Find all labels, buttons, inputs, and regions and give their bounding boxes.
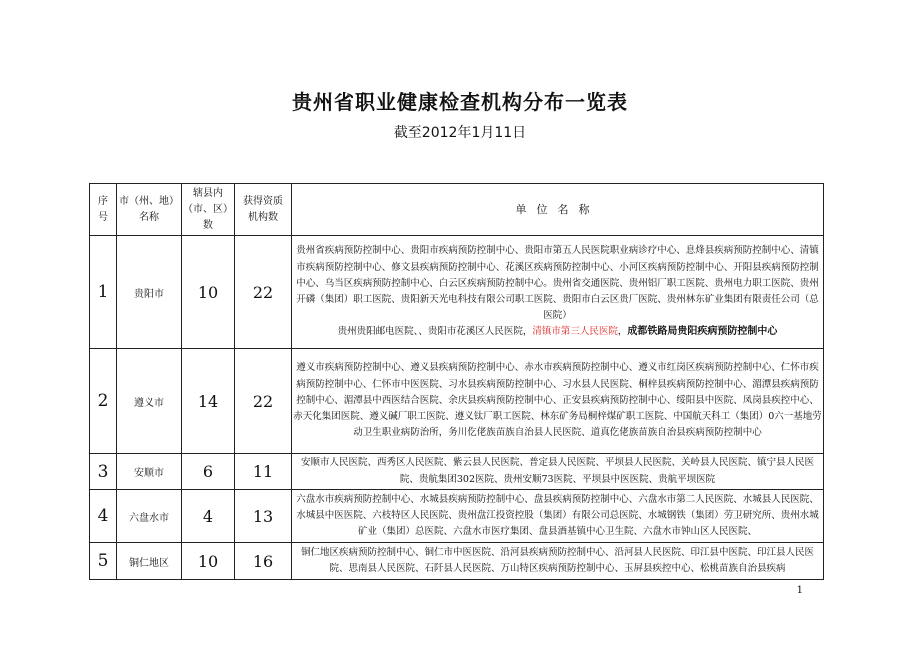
units-tail-bold: 成都铁路局贵阳疾病预防控制中心 [627,326,778,338]
row-seq: 2 [90,349,117,454]
table-row [90,349,824,454]
header-counties: 辖县内 （市、区） 数 [182,184,235,236]
table-row [90,490,824,543]
row-seq: 5 [90,543,117,580]
table-row [90,236,824,349]
row-city: 安顺市 [117,454,182,490]
row-city: 六盘水市 [117,490,182,543]
table-row [90,543,824,580]
header-row [90,184,824,236]
row-qualified: 22 [235,349,292,454]
units-tail-sep: ， [617,326,628,338]
row-city: 遵义市 [117,349,182,454]
row-seq: 4 [90,490,117,543]
row-qualified: 11 [235,454,292,490]
row-seq: 1 [90,236,117,349]
row-qualified: 22 [235,236,292,349]
header-units: 单位名称 [292,184,824,236]
row-city: 贵阳市 [117,236,182,349]
table-row [90,454,824,490]
units-text: 贵州省疾病预防控制中心、贵阳市疾病预防控制中心、贵阳市第五人民医院职业病诊疗中心、息烽县疾病预防控制中心、清镇市疾病预防控制中心、修文县疾病预防控制中心、花溪区疾病预防控制中心、小河区疾病预防控制中心、开阳县疾病预防控制中心、乌当区疾病预防控制中心、白云区疾病预防控制中心。贵州省交通医院、贵州铝厂职工医院、贵州电力职工医院、贵州开磷（集团）职工医院、贵阳新天光电科技有限公司职工医院、贵阳市白云区贵厂医院、贵州林东矿业集团有限责任公司（总医院） [296,245,819,322]
row-units [292,236,824,349]
institution-table [89,183,824,580]
header-city: 市（州、地） 名称 [117,184,182,236]
header-seq: 序 号 [90,184,117,236]
row-units: 安顺市人民医院、西秀区人民医院、紫云县人民医院、普定县人民医院、平坝县人民医院、关岭县人民医院、镇宁县人民医院、贵航集团302医院、贵州安顺73医院、平坝县中医医院、贵航平坝医院 [292,454,824,490]
row-qualified: 13 [235,490,292,543]
page-title: 贵州省职业健康检查机构分布一览表 [292,90,628,114]
date-subtitle: 截至2012年1月11日 [393,125,527,141]
row-qualified: 16 [235,543,292,580]
units-tail-plain: 贵州贵阳邮电医院、、贵阳市花溪区人民医院， [337,326,533,338]
row-counties: 14 [182,349,235,454]
row-counties: 6 [182,454,235,490]
page-number: 1 [796,585,803,596]
header-qualified: 获得资质 机构数 [235,184,292,236]
row-city: 铜仁地区 [117,543,182,580]
row-counties: 4 [182,490,235,543]
row-units: 铜仁地区疾病预防控制中心、铜仁市中医医院、沿河县疾病预防控制中心、沿河县人民医院、印江县中医院、印江县人民医院、思南县人民医院、石阡县人民医院、万山特区疾病预防控制中心、玉屏县疾控中心、松桃苗族自治县疾病 [292,543,824,580]
row-seq: 3 [90,454,117,490]
row-counties: 10 [182,543,235,580]
row-units: 六盘水市疾病预防控制中心、水城县疾病预防控制中心、盘县疾病预防控制中心、六盘水市第二人民医院、水城县人民医院、水城县中医医院、六枝特区人民医院、贵州盘江投资控股（集团）有限公司总医院、水城钢铁（集团）劳卫研究所、贵州水城矿业（集团）总医院、六盘水市医疗集团、盘县酒基镇中心卫生院、六盘水市钟山区人民医院、 [292,490,824,543]
units-tail-red: 清镇市第三人民医院 [532,326,618,338]
row-units: 遵义市疾病预防控制中心、遵义县疾病预防控制中心、赤水市疾病预防控制中心、遵义市红岗区疾病预防控制中心、仁怀市疾病预防控制中心、仁怀市中医医院、习水县疾病预防控制中心、习水县人民医院、桐梓县疾病预防控制中心、湄潭县疾病预防控制中心、湄潭县中西医结合医院、余庆县疾病预防控制中心、正安县疾病预防控制中心、绥阳县中医院、凤岗县疾控中心、赤天化集团医院、遵义碱厂职工医院、遵义钛厂职工医院、林东矿务局桐梓煤矿职工医院、中国航天科工（集团）0六一基地劳动卫生职业病防治所，务川仡佬族苗族自治县人民医院、道真仡佬族苗族自治县疾病预防控制中心 [292,349,824,454]
row-counties: 10 [182,236,235,349]
